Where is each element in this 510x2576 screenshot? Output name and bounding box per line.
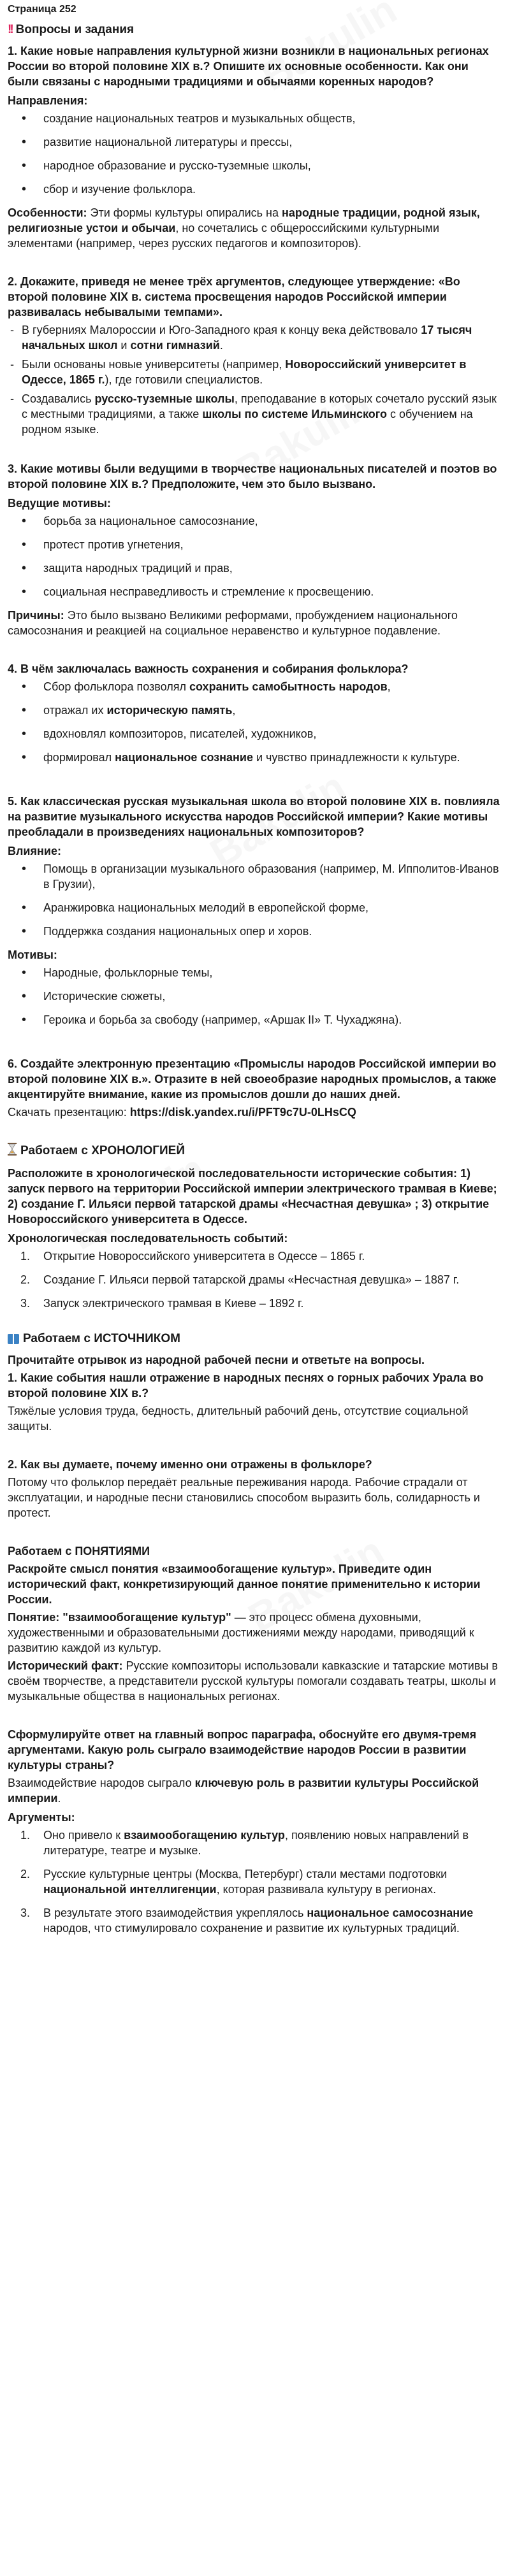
list-item: • Народные, фольклорные темы,	[8, 965, 502, 980]
text-run: отражал их	[43, 704, 107, 717]
bold-run: Новороссийский университет в Одессе, 1865 г.	[22, 358, 467, 386]
list-number: 2.	[20, 1868, 31, 1880]
text-run: , преподавание в которых сочетало русский язык с местными традициями, а также	[22, 392, 497, 420]
list-item: • вдохновлял композиторов, писателей, художников,	[8, 726, 502, 741]
question-text: 2. Докажите, приведя не менее трёх аргументов, следующее утверждение: «Во второй половине XIX в. система просвещения народов Российской империи развивалась небывалыми темпами».	[8, 275, 460, 318]
section-heading-text: Работаем с ИСТОЧНИКОМ	[23, 1332, 180, 1345]
bold-run: русско-туземные школы	[94, 392, 235, 405]
arguments-list	[8, 322, 502, 437]
list-item: • Героика и борьба за свободу (например, «Аршак II» Т. Чухаджяна).	[8, 1012, 502, 1027]
text-run: .	[219, 339, 223, 352]
influence-list	[8, 861, 502, 939]
list-item: • борьба за национальное самосознание,	[8, 513, 502, 529]
list-number: 1.	[20, 1829, 31, 1842]
features-paragraph	[8, 205, 502, 251]
section-heading-concepts: Работаем с ПОНЯТИЯМИ	[8, 1545, 150, 1557]
text-run: Русские композиторы использовали кавказские и татарские мотивы в своём творчестве, а представители русской культуры помогали создавать театры, школы и музыкальные общества в национальных регионах.	[8, 1659, 498, 1703]
answer-label: Ведущие мотивы:	[8, 497, 111, 510]
answer-label: Хронологическая последовательность событий:	[8, 1232, 288, 1245]
list-item: • Поддержка создания национальных опер и хоров.	[8, 924, 502, 939]
text-run: Это было вызвано Великими реформами, пробуждением национального самосознания и реакцией на социальное неравенство и культурное подавление.	[8, 609, 458, 637]
question-6	[8, 1056, 502, 1120]
source-task: Прочитайте отрывок из народной рабочей песни и ответьте на вопросы.	[8, 1354, 425, 1366]
text-run: ), где готовили специалистов.	[105, 373, 263, 386]
bold-run: национальное сознание	[115, 751, 253, 764]
question-text: 1. Какие новые направления культурной жизни возникли в национальных регионах России во второй половине XIX в.? Опишите их основные особенности. Как они были связаны с народными традициями и обычаями коренных народов?	[8, 45, 489, 88]
list-item	[8, 391, 502, 437]
question-2	[8, 274, 502, 437]
text-run: Запуск электрического трамвая в Киеве – 1892 г.	[43, 1297, 304, 1310]
text-run: Открытие Новороссийского университета в Одессе – 1865 г.	[43, 1250, 365, 1263]
answer-label: Особенности:	[8, 206, 87, 219]
text-run: Эти формы культуры опирались на	[87, 206, 282, 219]
motives-list	[8, 965, 502, 1027]
question-text: 4. В чём заключалась важность сохранения и собирания фольклора?	[8, 662, 409, 675]
arguments-list	[8, 1828, 502, 1936]
text-run: , но сочетались с общероссийскими культурными элементами (например, через русских педагогов и композиторов).	[8, 222, 440, 250]
list-item: • социальная несправедливость и стремление к просвещению.	[8, 584, 502, 599]
question-text: 5. Как классическая русская музыкальная школа во второй половине XIX в. повлияла на развитие музыкального искусства народов Российской империи? Какие мотивы преобладали в произведениях национальных композиторов?	[8, 795, 500, 838]
text-run: Оно привело к	[43, 1829, 124, 1842]
text-run: Русские культурные центры (Москва, Петербург) стали местами подготовки	[43, 1868, 448, 1880]
motives-list	[8, 513, 502, 599]
download-label: Скачать презентацию:	[8, 1106, 130, 1119]
bold-run: ключевую роль в развитии культуры Российской империи	[8, 1777, 479, 1805]
answer-text: Потому что фольклор передаёт реальные переживания народа. Рабочие страдали от эксплуатации, и народные песни становились способом выразить боль, солидарность и протест.	[8, 1476, 480, 1519]
list-item	[8, 1272, 502, 1287]
section-heading-questions	[8, 23, 502, 37]
list-item	[8, 322, 502, 353]
causes-paragraph	[8, 608, 502, 638]
watermark	[151, 1941, 302, 1957]
list-number: 1.	[20, 1250, 31, 1263]
directions-list	[8, 111, 502, 197]
question-text: 2. Как вы думаете, почему именно они отражены в фольклоре?	[8, 1458, 372, 1471]
text-run: Были основаны новые университеты (например,	[22, 358, 286, 371]
list-item	[8, 750, 502, 765]
answer-text: Тяжёлые условия труда, бедность, длительный рабочий день, отсутствие социальной защиты.	[8, 1405, 469, 1433]
question-text: 1. Какие события нашли отражение в народных песнях о горных рабочих Урала во второй половине XIX в.?	[8, 1371, 484, 1399]
list-item: • создание национальных театров и музыкальных обществ,	[8, 111, 502, 126]
text-run: Создание Г. Ильяси первой татарской драмы «Несчастная девушка» – 1887 г.	[43, 1273, 460, 1286]
text-run: Создавались	[22, 392, 95, 405]
list-item	[8, 1828, 502, 1858]
presentation-download-link[interactable]: https://disk.yandex.ru/i/PFT9c7U-0LHsCQ	[129, 1106, 356, 1119]
text-run: ,	[232, 704, 236, 717]
bold-run: школы по системе Ильминского	[202, 408, 388, 420]
list-number: 2.	[20, 1273, 31, 1286]
download-line	[8, 1105, 502, 1120]
list-number: 3.	[20, 1297, 31, 1310]
text-run: ,	[387, 680, 391, 693]
list-item: • протест против угнетения,	[8, 537, 502, 552]
answer-label: Аргументы:	[8, 1811, 75, 1824]
chronology-task: Расположите в хронологической последовательности исторические события: 1) запуск первого на территории Российской империи электрического трамвая в Киеве; 2) создание Г. Ильяси первой татарской драмы «Несчастная девушка» ; 3) открытие Новороссийского университета в Одессе.	[8, 1167, 497, 1226]
hourglass-icon	[8, 1143, 17, 1159]
answer-label: Мотивы:	[8, 948, 57, 961]
list-item: • развитие национальной литературы и прессы,	[8, 134, 502, 150]
list-item	[8, 1296, 502, 1311]
text-run: , появлению новых направлений в литературе, театре и музыке.	[43, 1829, 469, 1857]
answer-label: Причины:	[8, 609, 64, 622]
answer-label: Влияние:	[8, 845, 61, 857]
bold-run: сотни гимназий	[130, 339, 220, 352]
text-run: В губерниях Малороссии и Юго-Западного края к концу века действовало	[22, 324, 421, 336]
list-item: • народное образование и русско-туземные школы,	[8, 158, 502, 173]
bold-run: национальной интеллигенции	[43, 1883, 217, 1896]
answer-label: Понятие: "взаимообогащение культур"	[8, 1611, 231, 1624]
concepts-task: Раскройте смысл понятия «взаимообогащение культур». Приведите один исторический факт, конкретизирующий данное понятие применительно к истории России.	[8, 1563, 481, 1606]
double-exclamation-icon: !!	[8, 23, 12, 36]
text-run: формировал	[43, 751, 115, 764]
text-run: В результате этого взаимодействия укреплялось	[43, 1907, 307, 1919]
text-run: .	[57, 1792, 61, 1805]
section-heading-text: Вопросы и задания	[15, 23, 135, 36]
list-item: • сбор и изучение фольклора.	[8, 182, 502, 197]
question-3	[8, 461, 502, 638]
bold-run: народные традиции, родной язык, религиозные устои и обычаи	[8, 206, 480, 234]
page-title: Страница 252	[8, 4, 76, 15]
list-item: • Аранжировка национальных мелодий в европейской форме,	[8, 900, 502, 915]
list-item	[8, 703, 502, 718]
text-run: Сбор фольклора позволял	[43, 680, 189, 693]
text-run: , которая развивала культуру в регионах.	[216, 1883, 437, 1896]
list-item	[8, 679, 502, 694]
main-question-task: Сформулируйте ответ на главный вопрос параграфа, обоснуйте его двумя-тремя аргументами. Какую роль сыграло взаимодействие народов России в развитии культуры страны?	[8, 1728, 477, 1771]
question-1	[8, 43, 502, 251]
book-icon	[8, 1334, 19, 1344]
question-4	[8, 661, 502, 765]
question-text: 3. Какие мотивы были ведущими в творчестве национальных писателей и поэтов во второй половине XIX в.? Предположите, чем это было вызвано.	[8, 462, 497, 490]
importance-list	[8, 679, 502, 765]
section-heading-source	[8, 1332, 502, 1346]
text-run: и чувство принадлежности к культуре.	[253, 751, 460, 764]
list-item	[8, 357, 502, 387]
chronology-list	[8, 1249, 502, 1311]
concept-paragraph	[8, 1610, 502, 1656]
bold-run: национальное самосознание	[307, 1907, 474, 1919]
list-item	[8, 1249, 502, 1264]
section-heading-chronology	[8, 1143, 502, 1159]
list-item: • защита народных традиций и прав,	[8, 561, 502, 576]
bold-run: историческую память	[106, 704, 233, 717]
answer-label: Исторический факт:	[8, 1659, 123, 1672]
list-item: • Исторические сюжеты,	[8, 989, 502, 1004]
question-5	[8, 794, 502, 1027]
fact-paragraph	[8, 1658, 502, 1704]
section-heading-text: Работаем с ХРОНОЛОГИЕЙ	[20, 1144, 185, 1157]
text-run: народов, что стимулировало сохранение и развитие их культурных традиций.	[43, 1922, 460, 1935]
list-item	[8, 1866, 502, 1897]
text-run: Взаимодействие народов сыграло	[8, 1777, 195, 1789]
answer-label: Направления:	[8, 94, 88, 107]
text-run: с обучением на родном языке.	[22, 408, 473, 436]
list-number: 3.	[20, 1907, 31, 1919]
list-item: • Помощь в организации музыкального образования (например, М. Ипполитов-Иванов в Грузии),	[8, 861, 502, 892]
text-run: — это процесс обмена духовными, художественными и образовательными достижениями между народами, приводящий к развитию каждой из культур.	[8, 1611, 474, 1654]
main-answer	[8, 1775, 502, 1806]
bold-run: сохранить самобытность народов	[189, 680, 388, 693]
bold-run: взаимообогащению культур	[124, 1829, 285, 1842]
bold-run: 17 тысяч начальных школ	[22, 324, 472, 352]
list-item	[8, 1905, 502, 1936]
question-text: 6. Создайте электронную презентацию «Промыслы народов Российской империи во второй половине XIX в.». Отразите в ней своеобразие народных промыслов, а также акцентируйте внимание, какие из промыслов дошли до наших дней.	[8, 1057, 497, 1101]
text-run: и	[117, 339, 131, 352]
